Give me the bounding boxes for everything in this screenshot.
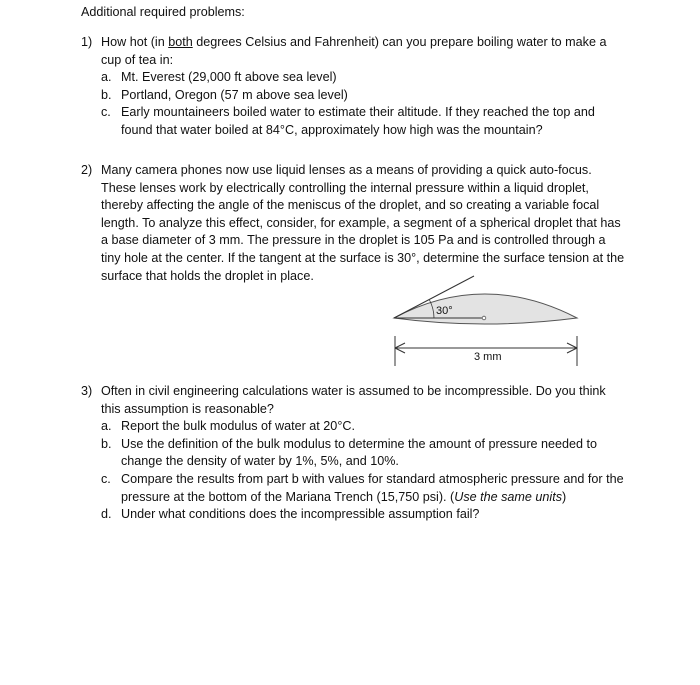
list-item: a. Report the bulk modulus of water at 20°C. bbox=[101, 419, 355, 434]
list-item: b. Use the definition of the bulk modulus to determine the amount of pressure needed to change the density of water by 1%, 5%, and 10%. bbox=[101, 436, 598, 469]
dimension-label: 3 mm bbox=[474, 351, 502, 363]
page-heading: Additional required problems: bbox=[81, 5, 245, 19]
center-hole bbox=[482, 316, 486, 320]
list-item: a. Mt. Everest (29,000 ft above sea level) bbox=[101, 70, 337, 85]
droplet-figure bbox=[390, 274, 590, 370]
problem-text: Many camera phones now use liquid lenses as a means of providing a quick auto-focus. These lenses work by electrically controlling the internal pressure within a liquid droplet, thereby affecting the angle of the meniscus of the droplet, and so creating a variable focal length. To analyze this effect, consider, for example, a segment of a spherical droplet that has a base diameter of 3 mm. The pressure in the droplet is 105 Pa and is controlled through a tiny hole at the center. If the tangent at the surface is 30°, determine the surface tension at the surface that holds the droplet in place. bbox=[101, 163, 625, 283]
problem-text: Often in civil engineering calculations water is assumed to be incompressible. Do you think this assumption is reasonable? bbox=[101, 384, 606, 416]
angle-label: 30° bbox=[436, 305, 453, 317]
list-item: c. Compare the results from part b with values for standard atmospheric pressure and for the pressure at the bottom of the Mariana Trench (15,750 psi). (Use the same units) bbox=[101, 471, 624, 504]
list-item: d. Under what conditions does the incompressible assumption fail? bbox=[101, 507, 480, 522]
droplet-diagram bbox=[390, 274, 590, 370]
problem-1 bbox=[81, 34, 626, 140]
problem-3 bbox=[81, 383, 626, 524]
list-item: b. Portland, Oregon (57 m above sea level) bbox=[101, 87, 348, 102]
emphasis-both: both bbox=[168, 35, 193, 49]
problem-text: How hot (in both degrees Celsius and Fahrenheit) can you prepare boiling water to make a cup of tea in: bbox=[101, 35, 607, 67]
problem-number: 3) bbox=[81, 384, 93, 398]
problem-number: 1) bbox=[81, 35, 93, 49]
list-item: c. Early mountaineers boiled water to estimate their altitude. If they reached the top and found that water boiled at 84°C, approximately how high was the mountain? bbox=[101, 105, 595, 137]
problem-number: 2) bbox=[81, 163, 93, 177]
problem-2 bbox=[81, 162, 626, 285]
